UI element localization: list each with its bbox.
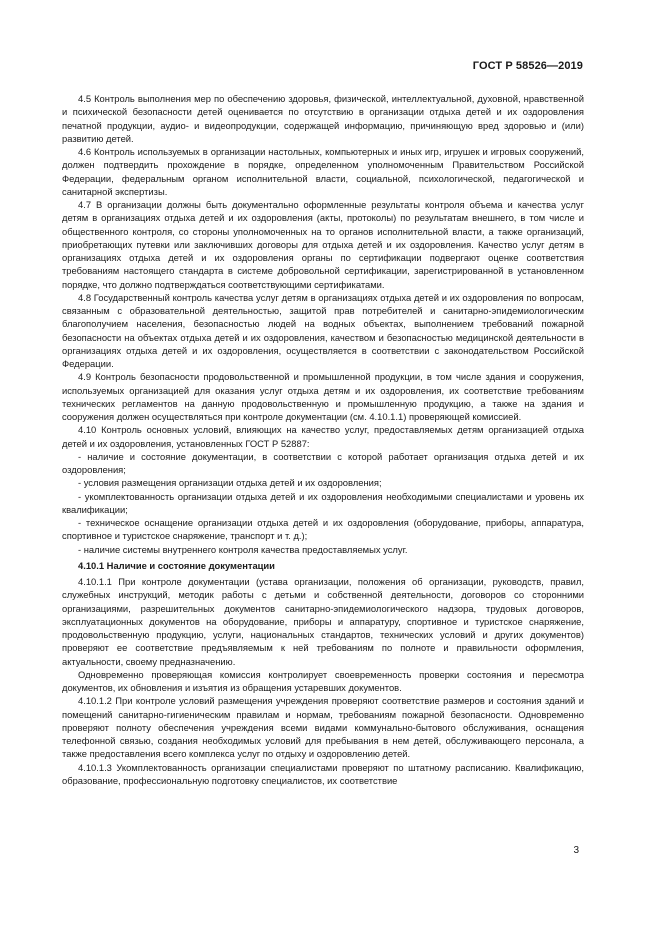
document-code: ГОСТ Р 58526—2019 <box>472 60 583 72</box>
paragraph-4-10-1-2: 4.10.1.2 При контроле условий размещения учреждения проверяют соответствие размеров и состояния зданий и помещений санитарно-гигиеническим правилам и нормам, требованиям пожарной безопасности. Одновременно проверяют полноту обеспечения учреждения всеми видами коммунально-бытового обслуживания, оснащения телефонной связью, создания необходимых условий для пребывания в нем детей, обслуживающего персонала, а также предоставления всего комплекса услуг по отдыху и оздоровлению детей. <box>62 695 584 760</box>
paragraph-4-6: 4.6 Контроль используемых в организации настольных, компьютерных и иных игр, игрушек и игровых сооружений, должен подтвердить прохождение в порядке, определенном уполномоченным Правительством Российской Федерации, федеральным органом исполнительной власти, социальной, психологической, педагогической и санитарной экспертизы. <box>62 146 584 197</box>
paragraph-4-10: 4.10 Контроль основных условий, влияющих на качество услуг, предоставляемых детям организацией отдыха детей и их оздоровления, установленных ГОСТ Р 52887: <box>62 424 584 449</box>
paragraph-4-7: 4.7 В организации должны быть документально оформленные результаты контроля объема и качества услуг детям в организациях отдыха детей и их оздоровления (акты, протоколы) по результатам внешнего, в том числе и общественного контроля, со стороны уполномоченных на то органов исполнительной власти, а также организаций, приобретающих путевки или заключивших договоры для отдыха детей и их оздоровления. Качество услуг детям в организациях отдыха детей и их оздоровления органы по сертификации подвергают оценке соответствия требованиям настоящего стандарта в системе добровольной сертификации, зарегистрированной в установленном порядке, что должно подтверждаться соответствующими сертификатами. <box>62 199 584 290</box>
paragraph-4-10-1-3: 4.10.1.3 Укомплектованность организации специалистами проверяют по штатному расписанию. Квалификацию, образование, профессиональную подготовку специалистов, их соответствие <box>62 761 584 786</box>
section-heading: 4.10.1 Наличие и состояние документации <box>78 559 275 571</box>
page-number: 3 <box>573 845 579 856</box>
document-body <box>62 92 584 787</box>
paragraph-4-5: 4.5 Контроль выполнения мер по обеспечению здоровья, физической, интеллектуальной, духовной, нравственной и психической безопасности детей оценивается по отсутствию в организации отдыха детей и их оздоровления печатной продукции, аудио- и видеопродукции, содержащей информацию, причиняющую вред здоровью и (или) развитию детей. <box>62 93 584 144</box>
list-item: - укомплектованность организации отдыха детей и их оздоровления необходимыми специалистами и уровень их квалификации; <box>62 490 584 515</box>
paragraph-4-9: 4.9 Контроль безопасности продовольственной и промышленной продукции, в том числе здания и сооружения, используемых организацией для оказания услуг отдыха детям и их оздоровления, их соответствие требованиям технических регламентов на данную продовольственную и промышленную продукцию, а также на здания и сооружения должен осуществляться при контроле документации (см. 4.10.1.1) проверяющей комиссией. <box>62 371 584 422</box>
paragraph-4-10-1-1-cont: Одновременно проверяющая комиссия контролирует своевременность проверки состояния и пересмотра документов, их обновления и изъятия из обращения устаревших документов. <box>62 668 584 693</box>
list-item: - наличие системы внутреннего контроля качества предоставляемых услуг. <box>78 543 408 555</box>
paragraph-4-10-1-1: 4.10.1.1 При контроле документации (устава организации, положения об организации, руководств, правил, служебных инструкций, методик работы с детьми и собственной деятельности, договоров со сторонними организациями, разрешительных документов санитарно-эпидемиологического надзора, трудовых договоров, эксплуатационных документов на оборудование, приборы и аппаратуру, спортивное и туристское снаряжение, продовольственную продукцию, услуги, национальных стандартов, технических условий и других документов) проверяют ее соответствие предъявляемым к ней требованиям по полноте и правильности оформления, актуальности, своему предназначению. <box>62 576 584 667</box>
paragraph-4-8: 4.8 Государственный контроль качества услуг детям в организациях отдыха детей и их оздоровления по вопросам, связанным с образовательной деятельностью, защитой прав потребителей и санитарно-эпидемиологическим благополучием населения, безопасностью людей на водных объектах, выполнением требований пожарной безопасности на объектах отдыха детей и их оздоровления, качеством и безопасностью медицинской деятельности в организациях отдыха детей и их оздоровления, осуществляется в соответствии с законодательством Российской Федерации. <box>62 291 584 369</box>
list-item: - наличие и состояние документации, в соответствии с которой работает организация отдыха детей и их оздоровления; <box>62 450 584 475</box>
list-item: - техническое оснащение организации отдыха детей и их оздоровления (оборудование, приборы, аппаратура, спортивное и туристское снаряжение, транспорт и т. д.); <box>62 517 584 542</box>
list-item: - условия размещения организации отдыха детей и их оздоровления; <box>78 477 382 489</box>
